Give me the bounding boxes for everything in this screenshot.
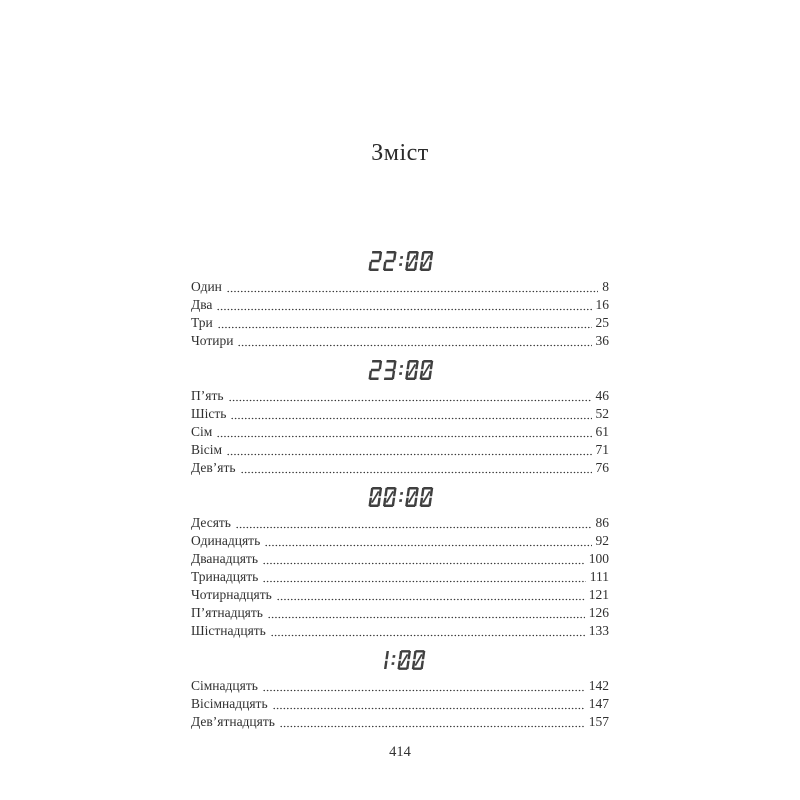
- toc-row: [191, 332, 609, 350]
- chapter-page-number: 76: [595, 460, 609, 475]
- toc-row: [191, 387, 609, 405]
- toc-row: [191, 296, 609, 314]
- dot-leader: [227, 290, 598, 293]
- dot-leader: [263, 580, 585, 583]
- digital-clock-header: [191, 360, 609, 382]
- chapter-title: Три: [191, 315, 213, 330]
- page-title: Зміст: [371, 140, 429, 166]
- chapter-title: Дев’ять: [191, 460, 236, 475]
- chapter-page-number: 147: [588, 696, 609, 711]
- chapter-title: Сім: [191, 424, 213, 439]
- dot-leader: [231, 417, 591, 420]
- chapter-page-number: 36: [595, 333, 609, 348]
- chapter-page-number: 111: [589, 569, 609, 584]
- chapter-page-number: 142: [588, 678, 609, 693]
- toc-row: [191, 405, 609, 423]
- chapter-title: Сімнадцять: [191, 678, 258, 693]
- chapter-title: П’ятнадцять: [191, 605, 263, 620]
- dot-leader: [217, 435, 591, 438]
- dot-leader: [263, 689, 585, 692]
- toc-row: [191, 604, 609, 622]
- chapter-page-number: 71: [595, 442, 609, 457]
- dot-leader: [273, 707, 585, 710]
- toc-row: [191, 532, 609, 550]
- dot-leader: [268, 616, 585, 619]
- dot-leader: [265, 544, 591, 547]
- dot-leader: [241, 471, 592, 474]
- section-rows: [191, 387, 609, 477]
- dot-leader: [271, 634, 585, 637]
- toc-row: [191, 423, 609, 441]
- chapter-title: Чотирнадцять: [191, 587, 272, 602]
- chapter-title: Десять: [191, 515, 231, 530]
- chapter-title: Шістнадцять: [191, 623, 266, 638]
- toc-row: [191, 713, 609, 731]
- digital-clock-header: [191, 251, 609, 273]
- dot-leader: [218, 326, 592, 329]
- chapter-page-number: 52: [595, 406, 609, 421]
- chapter-page-number: 16: [595, 297, 609, 312]
- toc-row: [191, 677, 609, 695]
- section-rows: [191, 278, 609, 350]
- chapter-page-number: 61: [595, 424, 609, 439]
- folio-page-number: 414: [389, 744, 411, 760]
- chapter-page-number: 121: [588, 587, 609, 602]
- chapter-title: П’ять: [191, 388, 224, 403]
- toc-row: [191, 568, 609, 586]
- dot-leader: [229, 399, 592, 402]
- section-rows: [191, 677, 609, 731]
- toc-row: [191, 514, 609, 532]
- chapter-title: Вісім: [191, 442, 223, 457]
- toc-row: [191, 459, 609, 477]
- digital-clock-header: [191, 487, 609, 509]
- toc-section: [191, 360, 609, 477]
- toc-row: [191, 695, 609, 713]
- dot-leader: [280, 725, 585, 728]
- chapter-title: Дев’ятнадцять: [191, 714, 275, 729]
- toc-row: [191, 314, 609, 332]
- chapter-page-number: 8: [602, 279, 609, 294]
- contents-page: [191, 0, 609, 761]
- toc-row: [191, 550, 609, 568]
- toc-section: [191, 487, 609, 640]
- dot-leader: [227, 453, 591, 456]
- chapter-title: Шість: [191, 406, 227, 421]
- section-rows: [191, 514, 609, 640]
- toc-row: [191, 441, 609, 459]
- chapter-page-number: 86: [595, 515, 609, 530]
- chapter-page-number: 25: [595, 315, 609, 330]
- dot-leader: [277, 598, 585, 601]
- toc-row: [191, 622, 609, 640]
- chapter-page-number: 92: [595, 533, 609, 548]
- dot-leader: [217, 308, 591, 311]
- chapter-page-number: 126: [588, 605, 609, 620]
- chapter-page-number: 46: [595, 388, 609, 403]
- toc-section: [191, 650, 609, 731]
- digital-clock-header: [191, 650, 609, 672]
- chapter-title: Один: [191, 279, 222, 294]
- dot-leader: [238, 344, 591, 347]
- table-of-contents: [191, 251, 609, 731]
- dot-leader: [263, 562, 585, 565]
- chapter-page-number: 100: [588, 551, 609, 566]
- dot-leader: [236, 526, 592, 529]
- chapter-title: Дванадцять: [191, 551, 258, 566]
- chapter-title: Тринадцять: [191, 569, 259, 584]
- chapter-page-number: 133: [588, 623, 609, 638]
- chapter-title: Чотири: [191, 333, 234, 348]
- chapter-title: Вісімнадцять: [191, 696, 268, 711]
- toc-section: [191, 251, 609, 350]
- toc-row: [191, 278, 609, 296]
- toc-row: [191, 586, 609, 604]
- chapter-title: Два: [191, 297, 213, 312]
- chapter-page-number: 157: [588, 714, 609, 729]
- chapter-title: Одинадцять: [191, 533, 261, 548]
